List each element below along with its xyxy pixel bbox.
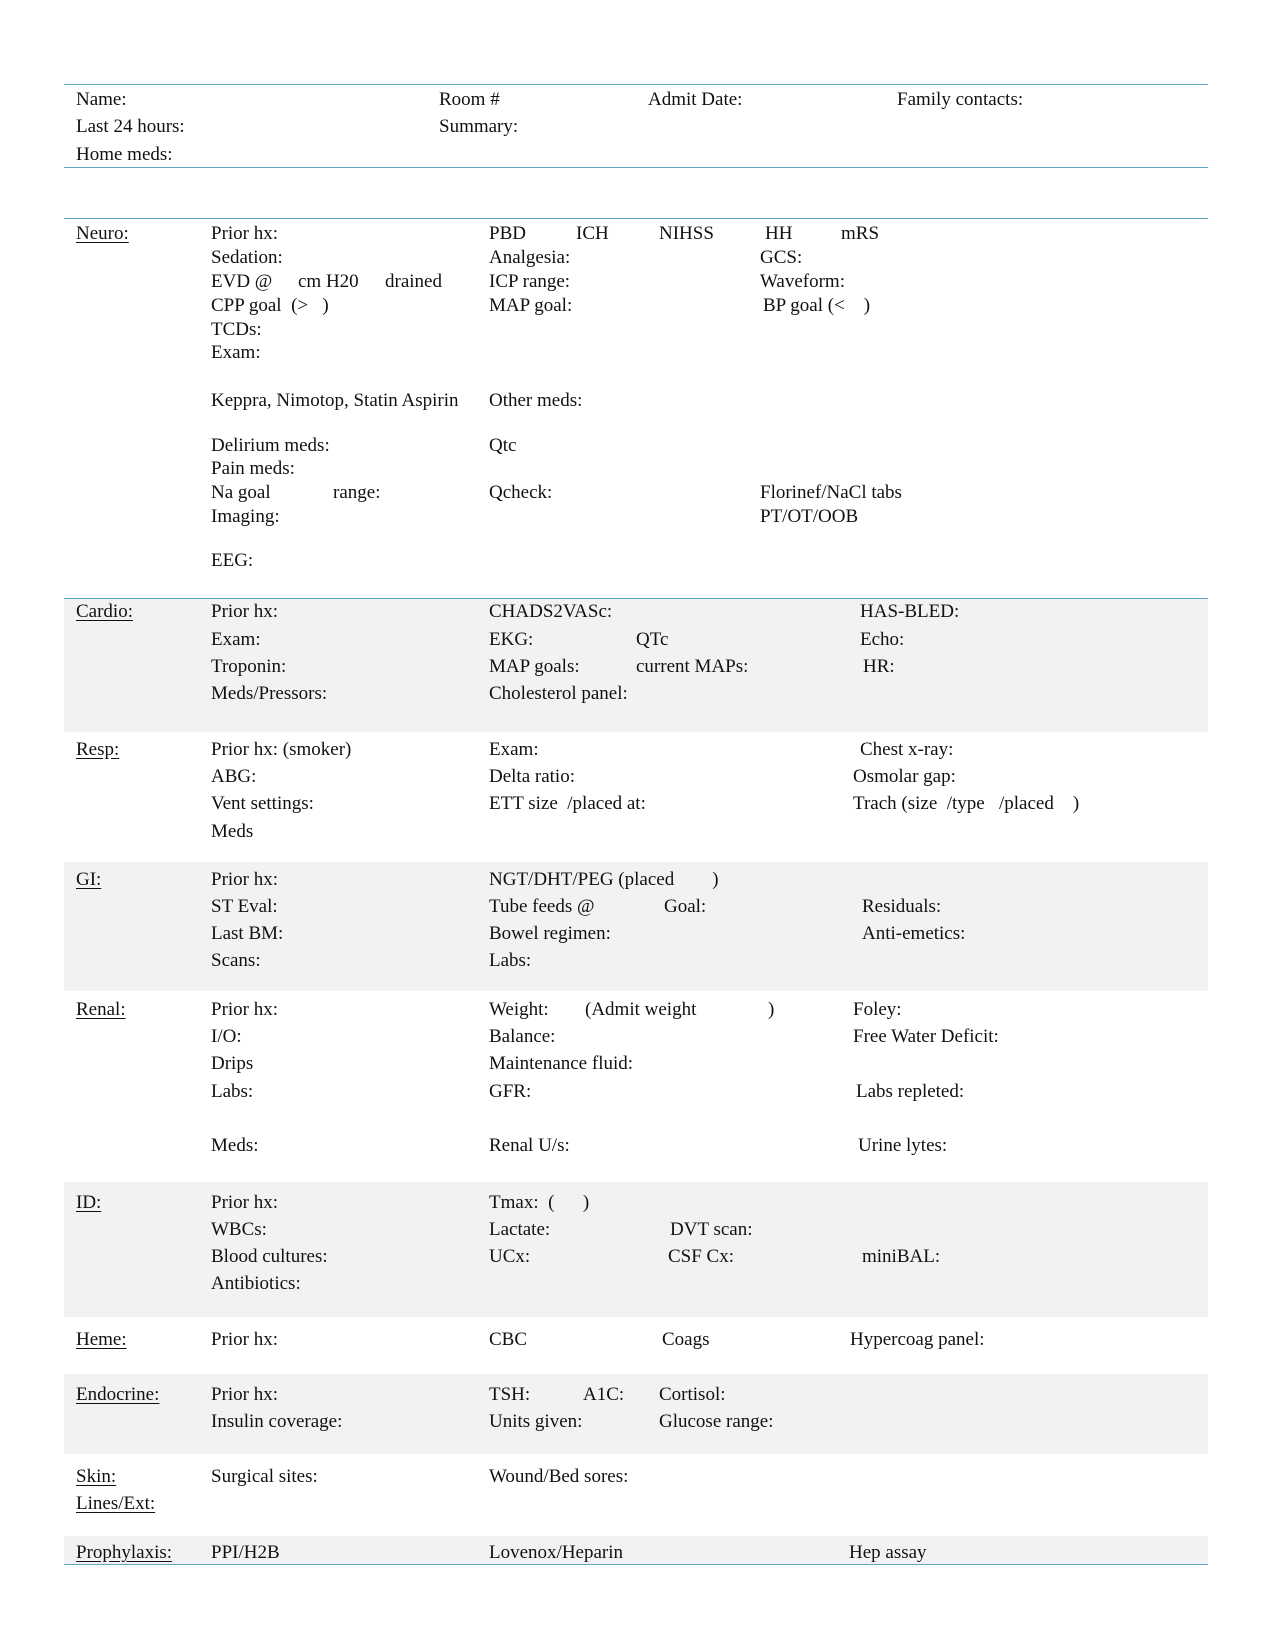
- gi-residuals: Residuals:: [862, 896, 942, 917]
- heme-section-label: Heme:: [76, 1329, 127, 1350]
- renal-urine-lytes: Urine lytes:: [858, 1135, 948, 1156]
- cardio-top-rule: [64, 598, 1208, 599]
- cardio-map-goals: MAP goals:: [489, 656, 580, 677]
- neuro-analgesia: Analgesia:: [489, 247, 571, 268]
- renal-meds: Meds:: [211, 1135, 259, 1156]
- cardio-echo: Echo:: [860, 629, 905, 650]
- resp-meds: Meds: [211, 821, 254, 842]
- endocrine-a1c: A1C:: [583, 1384, 625, 1405]
- neuro-cpp-goal: CPP goal (> ): [211, 295, 329, 316]
- neuro-hh: HH: [765, 223, 793, 244]
- lines-ext-section-label: Lines/Ext:: [76, 1493, 156, 1514]
- renal-drips: Drips: [211, 1053, 254, 1074]
- prophylaxis-section-label: Prophylaxis:: [76, 1542, 173, 1563]
- resp-ett-size: ETT size /placed at:: [489, 793, 646, 814]
- neuro-evd: EVD @: [211, 271, 273, 292]
- renal-us: Renal U/s:: [489, 1135, 570, 1156]
- gi-st-eval: ST Eval:: [211, 896, 278, 917]
- heme-hypercoag-panel: Hypercoag panel:: [850, 1329, 985, 1350]
- neuro-drained: drained: [385, 271, 442, 292]
- cardio-has-bled: HAS-BLED:: [860, 601, 960, 622]
- neuro-imaging: Imaging:: [211, 506, 280, 527]
- id-lactate: Lactate:: [489, 1219, 551, 1240]
- id-csf-cx: CSF Cx:: [668, 1246, 735, 1267]
- resp-abg: ABG:: [211, 766, 257, 787]
- resp-exam: Exam:: [489, 739, 539, 760]
- gi-bowel-regimen: Bowel regimen:: [489, 923, 611, 944]
- renal-labs: Labs:: [211, 1081, 254, 1102]
- id-section-label: ID:: [76, 1192, 102, 1213]
- renal-labs-repleted: Labs repleted:: [856, 1081, 965, 1102]
- neuro-qcheck: Qcheck:: [489, 482, 553, 503]
- gi-last-bm: Last BM:: [211, 923, 284, 944]
- endocrine-tsh: TSH:: [489, 1384, 531, 1405]
- gi-tube-feeds: Tube feeds @: [489, 896, 595, 917]
- neuro-waveform: Waveform:: [760, 271, 845, 292]
- renal-weight: Weight:: [489, 999, 549, 1020]
- endocrine-glucose-range: Glucose range:: [659, 1411, 774, 1432]
- page-bottom-rule: [64, 1564, 1208, 1565]
- gi-labs: Labs:: [489, 950, 532, 971]
- id-antibiotics: Antibiotics:: [211, 1273, 301, 1294]
- neuro-pbd: PBD: [489, 223, 526, 244]
- renal-foley: Foley:: [853, 999, 902, 1020]
- resp-delta-ratio: Delta ratio:: [489, 766, 575, 787]
- cardio-prior-hx: Prior hx:: [211, 601, 279, 622]
- heme-coags: Coags: [662, 1329, 710, 1350]
- renal-free-water-deficit: Free Water Deficit:: [853, 1026, 999, 1047]
- gi-scans: Scans:: [211, 950, 261, 971]
- name-field-label: Name:: [76, 89, 127, 110]
- cardio-chads2vasc: CHADS2VASc:: [489, 601, 613, 622]
- endocrine-units-given: Units given:: [489, 1411, 583, 1432]
- admit-date-label: Admit Date:: [648, 89, 743, 110]
- neuro-na-goal: Na goal: [211, 482, 271, 503]
- renal-gfr: GFR:: [489, 1081, 532, 1102]
- resp-vent-settings: Vent settings:: [211, 793, 314, 814]
- resp-trach: Trach (size /type /placed ): [853, 793, 1080, 814]
- cardio-cholesterol: Cholesterol panel:: [489, 683, 628, 704]
- renal-prior-hx: Prior hx:: [211, 999, 279, 1020]
- neuro-cm-h20: cm H20: [298, 271, 359, 292]
- endocrine-section-label: Endocrine:: [76, 1384, 160, 1405]
- resp-osmolar-gap: Osmolar gap:: [853, 766, 956, 787]
- neuro-other-meds: Other meds:: [489, 390, 583, 411]
- resp-section-label: Resp:: [76, 739, 120, 760]
- gi-ngt-dht-peg: NGT/DHT/PEG (placed ): [489, 869, 719, 890]
- prophylaxis-lovenox-heparin: Lovenox/Heparin: [489, 1542, 624, 1563]
- renal-maintenance-fluid: Maintenance fluid:: [489, 1053, 634, 1074]
- renal-balance: Balance:: [489, 1026, 556, 1047]
- resp-prior-hx: Prior hx: (smoker): [211, 739, 352, 760]
- neuro-florinef: Florinef/NaCl tabs: [760, 482, 902, 503]
- skin-surgical-sites: Surgical sites:: [211, 1466, 318, 1487]
- header-bottom-rule: [64, 167, 1208, 168]
- endocrine-prior-hx: Prior hx:: [211, 1384, 279, 1405]
- neuro-exam: Exam:: [211, 342, 261, 363]
- cardio-meds-pressors: Meds/Pressors:: [211, 683, 328, 704]
- renal-io: I/O:: [211, 1026, 242, 1047]
- prophylaxis-ppi-h2b: PPI/H2B: [211, 1542, 280, 1563]
- neuro-pt-ot-oob: PT/OT/OOB: [760, 506, 859, 527]
- neuro-eeg: EEG:: [211, 550, 254, 571]
- neuro-delirium-meds: Delirium meds:: [211, 435, 330, 456]
- family-contacts-label: Family contacts:: [897, 89, 1024, 110]
- neuro-section-label: Neuro:: [76, 223, 129, 244]
- cardio-troponin: Troponin:: [211, 656, 287, 677]
- neuro-nihss: NIHSS: [659, 223, 714, 244]
- neuro-pain-meds: Pain meds:: [211, 458, 295, 479]
- gi-goal: Goal:: [664, 896, 707, 917]
- id-ucx: UCx:: [489, 1246, 531, 1267]
- header-top-rule: [64, 84, 1208, 85]
- heme-prior-hx: Prior hx:: [211, 1329, 279, 1350]
- cardio-current-maps: current MAPs:: [636, 656, 749, 677]
- neuro-prior-hx: Prior hx:: [211, 223, 279, 244]
- neuro-na-range: range:: [333, 482, 381, 503]
- neuro-top-rule: [64, 218, 1208, 219]
- id-prior-hx: Prior hx:: [211, 1192, 279, 1213]
- neuro-map-goal: MAP goal:: [489, 295, 573, 316]
- renal-admit-weight: (Admit weight: [585, 999, 697, 1020]
- renal-admit-weight-close: ): [768, 999, 775, 1020]
- neuro-qtc: Qtc: [489, 435, 517, 456]
- room-field-label: Room #: [439, 89, 500, 110]
- neuro-ich: ICH: [576, 223, 609, 244]
- gi-anti-emetics: Anti-emetics:: [862, 923, 966, 944]
- id-blood-cultures: Blood cultures:: [211, 1246, 328, 1267]
- cardio-ekg: EKG:: [489, 629, 534, 650]
- cardio-section-label: Cardio:: [76, 601, 133, 622]
- last-24-hours-label: Last 24 hours:: [76, 116, 185, 137]
- neuro-gcs: GCS:: [760, 247, 803, 268]
- neuro-bp-goal: BP goal (< ): [763, 295, 871, 316]
- neuro-keppra-nimotop: Keppra, Nimotop, Statin Aspirin: [211, 391, 459, 410]
- skin-wound-bed-sores: Wound/Bed sores:: [489, 1466, 629, 1487]
- neuro-icp-range: ICP range:: [489, 271, 571, 292]
- cardio-qtc: QTc: [636, 629, 669, 650]
- gi-prior-hx: Prior hx:: [211, 869, 279, 890]
- neuro-tcds: TCDs:: [211, 319, 262, 340]
- summary-label: Summary:: [439, 116, 519, 137]
- home-meds-label: Home meds:: [76, 144, 173, 165]
- id-tmax: Tmax: ( ): [489, 1192, 590, 1213]
- resp-chest-xray: Chest x-ray:: [860, 739, 954, 760]
- cardio-exam: Exam:: [211, 629, 261, 650]
- renal-section-label: Renal:: [76, 999, 126, 1020]
- cardio-hr: HR:: [863, 656, 895, 677]
- heme-cbc: CBC: [489, 1329, 528, 1350]
- neuro-mrs: mRS: [841, 223, 880, 244]
- skin-section-label: Skin:: [76, 1466, 117, 1487]
- neuro-sedation: Sedation:: [211, 247, 283, 268]
- id-dvt-scan: DVT scan:: [670, 1219, 753, 1240]
- gi-section-label: GI:: [76, 869, 102, 890]
- prophylaxis-hep-assay: Hep assay: [849, 1542, 927, 1563]
- id-wbcs: WBCs:: [211, 1219, 267, 1240]
- endocrine-insulin-coverage: Insulin coverage:: [211, 1411, 343, 1432]
- id-minibal: miniBAL:: [862, 1246, 941, 1267]
- endocrine-cortisol: Cortisol:: [659, 1384, 726, 1405]
